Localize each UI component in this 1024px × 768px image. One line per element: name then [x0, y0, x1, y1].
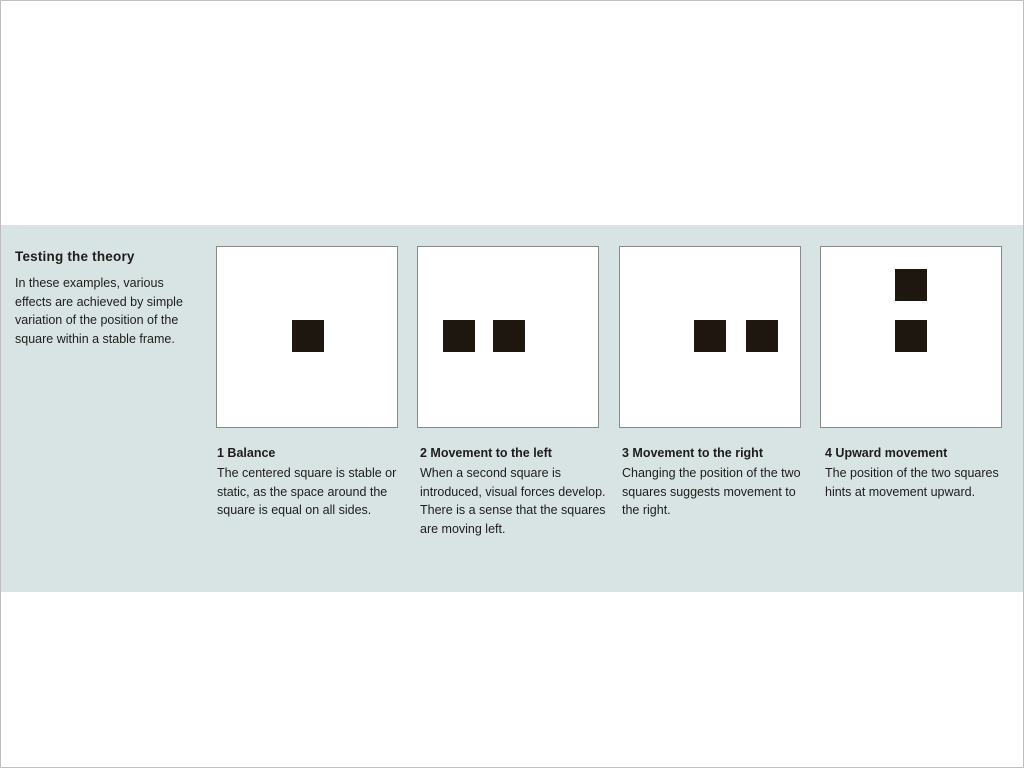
caption-title: 2 Movement to the left [420, 446, 552, 460]
caption-title: 3 Movement to the right [622, 446, 763, 460]
example-panel-upward [820, 246, 1002, 428]
square [746, 320, 778, 352]
caption-title: 1 Balance [217, 446, 276, 460]
intro-title: Testing the theory [15, 249, 135, 264]
square [895, 320, 927, 352]
square [493, 320, 525, 352]
caption-upward [825, 445, 1011, 501]
caption-title: 4 Upward movement [825, 446, 948, 460]
caption-body: The centered square is stable or static, as the space around the square is equal on all sides. [217, 466, 397, 517]
intro-body: In these examples, various effects are achieved by simple variation of the position of the square within a stable frame. [15, 276, 183, 346]
example-panel-balance [216, 246, 398, 428]
intro-block [15, 249, 205, 348]
caption-body: When a second square is introduced, visual forces develop. There is a sense that the squares are moving left. [420, 466, 606, 536]
square [895, 269, 927, 301]
caption-body: The position of the two squares hints at movement upward. [825, 466, 999, 499]
square [443, 320, 475, 352]
caption-body: Changing the position of the two squares suggests movement to the right. [622, 466, 801, 517]
square [694, 320, 726, 352]
square [292, 320, 324, 352]
caption-balance [217, 445, 403, 520]
example-panel-movement-right [619, 246, 801, 428]
caption-movement-right [622, 445, 808, 520]
example-panel-movement-left [417, 246, 599, 428]
caption-movement-left [420, 445, 606, 538]
